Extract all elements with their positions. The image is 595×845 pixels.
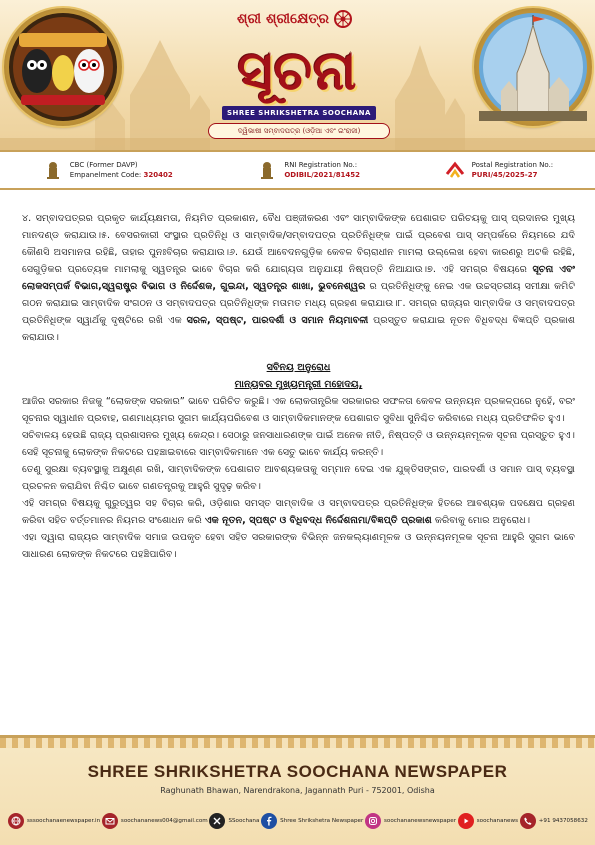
footer-ornament [0, 738, 595, 748]
chakra-flag-icon [333, 9, 353, 29]
registration-rni [256, 159, 360, 181]
contact-instagram[interactable] [365, 813, 456, 829]
brand-subtitle: ଦ୍ୱିଭାଷୀ ସମ୍ବାଦପତ୍ର (ଓଡ଼ିଆ ଏବଂ ଇଂରାଜୀ) [208, 123, 390, 139]
paragraph-benefit: ଏହା ଦ୍ୱାରା ରାଜ୍ୟର ସାମ୍ବାଦିକ ସମାଜ ଉପକୃତ ହେବା ସହିତ ସରକାରଙ୍କ ବିଭିନ୍ନ ଜନକଲ୍ୟାଣମୂଳକ ଓ ଉନ୍ନୟନମୂଳକ ସୂଚନା ଆହୁରି ସୁଗମ ଭାବେ ସାଧାରଣ ଲୋକଙ୍କ ନିକଟରେ ପହଞ୍ଚିପାରିବ। [22, 532, 575, 560]
emblem-icon [256, 159, 278, 181]
contact-youtube[interactable] [458, 813, 518, 829]
paragraph-people-government: ଆଜିର ସରକାର ନିଜକୁ “ଲୋକଙ୍କ ସରକାର” ଭାବେ ପରିଚିତ କରୁଛି। ଏକ ଲୋକତାନ୍ତ୍ରିକ ସରକାରର ସଫଳତା କେବଳ ଉନ୍ନୟନ ପ୍ରକଳ୍ପରେ ନୁହେଁ, ବରଂ ସୂଚନାର ସ୍ୱାଧୀନ ପ୍ରବାହ, ଗଣମାଧ୍ୟମର ସୁଗମ କାର୍ଯ୍ୟପରିବେଶ ଓ ସାମ୍ବାଦିକମାନଙ୍କ ପେଶାଗତ ସୁବିଧା ସୁନିଶ୍ଚିତ କରିବାରେ ମଧ୍ୟ ପ୍ରତିଫଳିତ ହୁଏ। [22, 396, 575, 424]
paragraph-secretariat: ସଚିବାଳୟ ହେଉଛି ରାଜ୍ୟ ପ୍ରଶାସନର ମୁଖ୍ୟ କେନ୍ଦ୍ର। ସେଠାରୁ ଜନସାଧାରଣଙ୍କ ପାଇଁ ଅନେକ ନୀତି, ନିଷ୍ପତ୍ତି ଓ ଉନ୍ନୟନମୂଳକ ସୂଚନା ପ୍ରସ୍ତୁତ ହୁଏ। ସେହି ସୂଚନାକୁ ଲୋକଙ୍କ ନିକଟରେ ପହଞ୍ଚାଇବାରେ ସାମ୍ବାଦିକମାନେ ଏକ ସେତୁ ଭାବେ କାର୍ଯ୍ୟ କରନ୍ତି। [22, 430, 575, 458]
instagram-icon [365, 813, 381, 829]
postal-value: PURI/45/2025-27 [471, 171, 538, 179]
globe-icon [8, 813, 24, 829]
cbc-code-label: Empanelment Code: [69, 171, 144, 179]
rni-label: RNI Registration No.: [284, 161, 358, 169]
letter-body [22, 210, 575, 563]
demands-text-3: ପ୍ରସ୍ତୁତ କରାଯାଇ ନୂତନ ବିଧିବଦ୍ଧ ବିଜ୍ଞପ୍ତି ପ୍ରକାଶ କରାଯାଉ। [22, 315, 575, 343]
demands-text-1: ୪. ସମ୍ବାଦପତ୍ରର ପ୍ରକୃତ କାର୍ଯ୍ୟକ୍ଷମତା, ନିୟମିତ ପ୍ରକାଶନ, ବୈଧ ପଞ୍ଜୀକରଣ ଏବଂ ସାମ୍ବାଦିକଙ୍କ ପେଶାଗତ ପରିଚୟକୁ ପାସ୍ ପ୍ରଦାନର ମୁଖ୍ୟ ମାନଦଣ୍ଡ କରାଯାଉ।୫. ବେସରକାରୀ ସଂସ୍ଥାର ପ୍ରତିନିଧି ଓ ସାମ୍ବାଦିକ/ସମ୍ବାଦପତ୍ର ପ୍ରତିନିଧିଙ୍କ ପାଇଁ ପ୍ରବେଶ ପାସ୍ ସମ୍ପର୍କରେ ନିୟମରେ ଯଦି କୌଣସି ଅସମାନତା ରହିଛି, ତାହାର ପୁନଃବିଚାର କରାଯାଉ।୬. ଯେଉଁ ଆବେଦନଗୁଡ଼ିକ କେବଳ ବିଚାରାଧୀନ ମାମଲା ଉଲ୍ଲେଖ ହେବା କାରଣରୁ ଅଟକି ରହିଛି, ସେଗୁଡ଼ିକର ପ୍ରତ୍ୟେକ ମାମଲାକୁ ସ୍ୱତନ୍ତ୍ର ଭାବେ ବିଚାର କରି ଯୋଗ୍ୟତା ଅନୁଯାୟୀ ନିଷ୍ପତ୍ତି ନିଆଯାଉ।୭. ଏହି ସମଗ୍ର ବିଷୟରେ [22, 213, 575, 275]
emblem-icon [42, 159, 64, 181]
facebook-icon [261, 813, 277, 829]
phone-text: +91 9437058632 [538, 817, 588, 824]
cbc-label: CBC (Former DAVP) [69, 161, 138, 169]
paragraph-request [22, 495, 575, 529]
footer-newspaper-name: SHREE SHRIKSHETRA SOOCHANA NEWSPAPER [87, 762, 508, 781]
contact-email[interactable] [102, 813, 208, 829]
contact-strip [8, 808, 588, 834]
masthead [0, 0, 595, 152]
registration-bar [0, 152, 595, 190]
brand-top-line [230, 8, 360, 30]
brand-english-ribbon: SHREE SHRIKSHETRA SOOCHANA [222, 106, 376, 120]
facebook-text: Shree Shrikshetra Newspaper [280, 817, 364, 824]
request-text-b: କରିବାକୁ ମୋର ଅନୁରୋଧ। [431, 515, 531, 526]
addressee: ମାନ୍ୟବର ମୁଖ୍ୟମନ୍ତ୍ରୀ ମହୋଦୟ, [234, 379, 363, 390]
registration-postal [444, 159, 554, 181]
request-text-a: ଏହି ସମଗ୍ର ବିଷୟକୁ ଗୁରୁତ୍ୱର ସହ ବିଚାର କରି, ଓଡ଼ିଶାର ସମସ୍ତ ସାମ୍ବାଦିକ ଓ ସମ୍ବାଦପତ୍ର ପ୍ରତିନିଧିଙ୍କ ହିତରେ ଆବଶ୍ୟକ ପଦକ୍ଷେପ ଗ୍ରହଣ କରିବା ସହିତ ବର୍ତ୍ତମାନର ନିୟମର ସଂଶୋଧନ କରି [22, 498, 575, 526]
youtube-text: soochananews [476, 817, 518, 824]
youtube-icon [458, 813, 474, 829]
request-text-bold: ଏକ ନୂତନ, ସ୍ପଷ୍ଟ ଓ ବିଧିବଦ୍ଧ ନିର୍ଦ୍ଦେଶନାମା/ବିଜ୍ଞପ୍ତି ପ୍ରକାଶ [204, 515, 432, 526]
demands-text-2: ର ପ୍ରତିନିଧିଙ୍କୁ ନେଇ ଏକ ଉଚ୍ଚସ୍ତରୀୟ ସମୀକ୍ଷା କମିଟି ଗଠନ କରାଯାଇ ସାମ୍ବାଦିକ ସଂଗଠନ ଓ ସମ୍ବାଦପତ୍ର ପ୍ରତିନିଧିଙ୍କ ମତାମତ ମଧ୍ୟ ଗ୍ରହଣ କରାଯାଉ।୮. ସମଗ୍ର ରାଜ୍ୟର ସାମ୍ବାଦିକ ଓ ସମ୍ବାଦପତ୍ର ପ୍ରତିନିଧିଙ୍କ ସ୍ୱାର୍ଥକୁ ଦୃଷ୍ଟିରେ ରଖି ଏକ [22, 281, 575, 326]
brand-top-label: ଶ୍ରୀ ଶ୍ରୀକ୍ଷେତ୍ର [237, 11, 329, 27]
instagram-text: soochananewsnewspaper [383, 817, 456, 824]
demands-departments-bold: ସୂଚନା ଏବଂ ଲୋକସମ୍ପର୍କ ବିଭାଗ,ସ୍ୱରାଷ୍ଟ୍ର ବିଭାଗ ଓ ନିର୍ଦ୍ଦେଶକ, ଗୁଇନ୍ଦା, ସ୍ୱତନ୍ତ୍ର ଶାଖା, ଭୁବନେଶ୍ୱର [22, 264, 575, 292]
postal-label: Postal Registration No.: [471, 161, 554, 169]
rni-value: ODIBIL/2021/81452 [284, 171, 361, 179]
mail-icon [102, 813, 118, 829]
contact-x[interactable] [209, 813, 259, 829]
footer-address: Raghunath Bhawan, Narendrakona, Jagannath Puri - 752001, Odisha [160, 786, 435, 795]
demands-paragraph [22, 210, 575, 346]
contact-website[interactable] [8, 813, 100, 829]
x-icon [209, 813, 225, 829]
jagannath-temple-medallion [474, 8, 592, 126]
demands-rules-bold: ସରଳ, ସ୍ପଷ୍ଟ, ପାରଦର୍ଶୀ ଓ ସମାନ ନିୟମାବଳୀ [186, 315, 369, 326]
paragraph-security: ତେଣୁ ସୁରକ୍ଷା ବ୍ୟବସ୍ଥାକୁ ଅକ୍ଷୁଣ୍ଣ ରଖି, ସାମ୍ବାଦିକଙ୍କ ପେଶାଗତ ଆବଶ୍ୟକତାକୁ ସମ୍ମାନ ଦେଇ ଏକ ଯୁକ୍ତିସଙ୍ଗତ, ପାରଦର୍ଶୀ ଓ ସମାନ ପାସ୍ ବ୍ୟବସ୍ଥା ପ୍ରଚଳନ କରାଯିବା ନିଶ୍ଚିତ ଭାବେ ଗଣତନ୍ତ୍ରକୁ ଆହୁରି ସୁଦୃଢ଼ କରିବ। [22, 464, 575, 492]
footer [0, 735, 595, 845]
india-post-icon [444, 159, 466, 181]
cbc-code-value: 320402 [143, 171, 173, 179]
email-text: soochananews004@gmail.com [120, 817, 208, 824]
request-title: ସବିନୟ ଅନୁରୋଧ [266, 362, 331, 373]
phone-icon [520, 813, 536, 829]
website-text: sssoochanaenewspaper.in [27, 817, 101, 824]
jagannath-deities-medallion [4, 8, 122, 126]
contact-phone[interactable] [520, 813, 588, 829]
contact-facebook[interactable] [261, 813, 363, 829]
brand-title: ସୂଚନା [237, 38, 358, 102]
x-handle-text: SSoochana [228, 817, 260, 824]
registration-cbc [42, 159, 173, 181]
